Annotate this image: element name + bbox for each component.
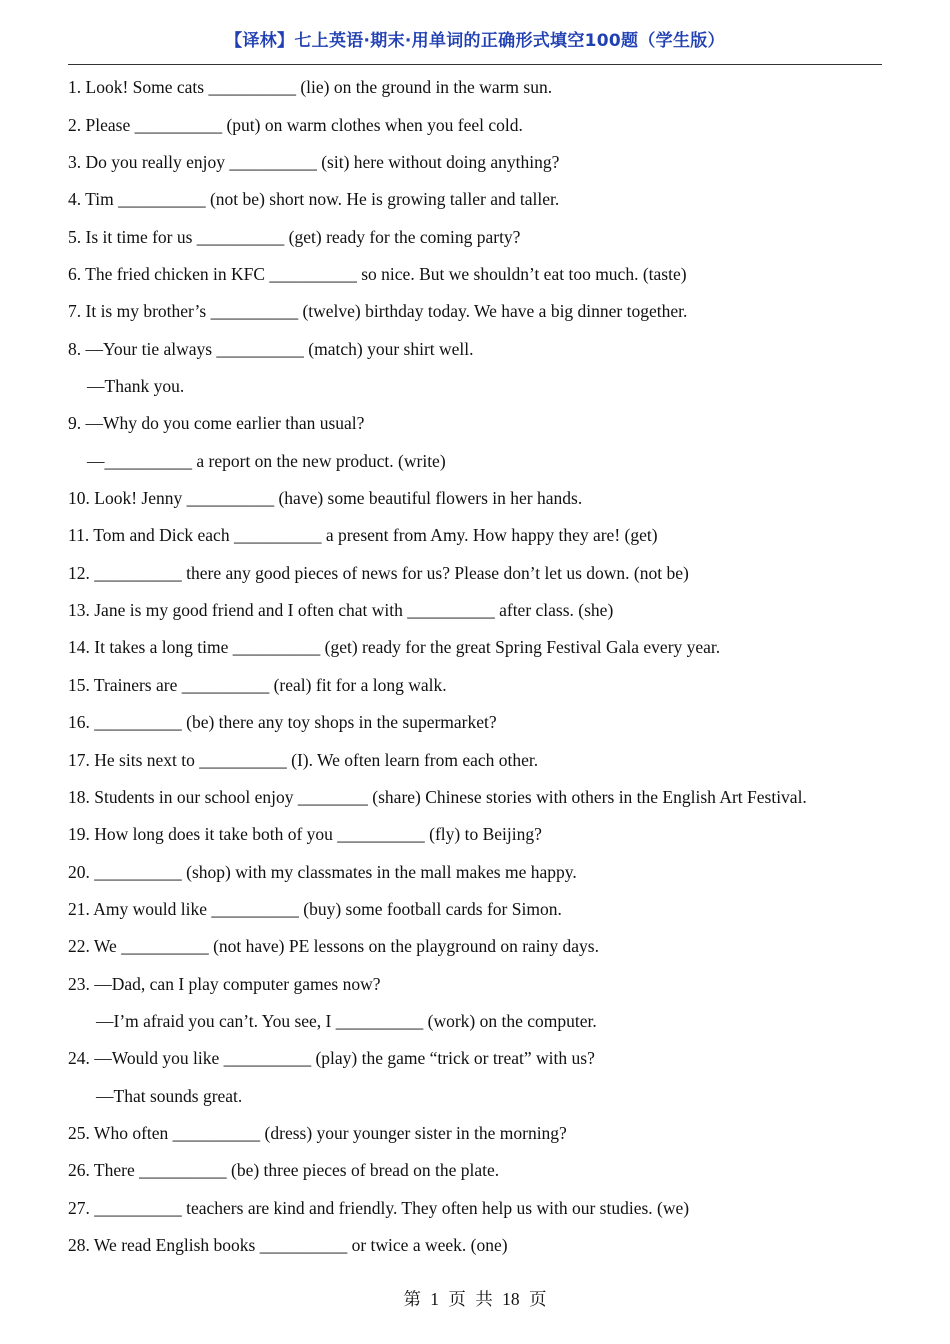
question-23: 23. —Dad, can I play computer games now? [68, 974, 381, 994]
question-12: 12. __________ there any good pieces of news for us? Please don’t let us down. (not be) [68, 563, 689, 583]
question-15: 15. Trainers are __________ (real) fit for a long walk. [68, 675, 447, 695]
question-4: 4. Tim __________ (not be) short now. He is growing taller and taller. [68, 189, 560, 209]
question-24: 24. —Would you like __________ (play) the game “trick or treat” with us? [68, 1048, 595, 1068]
question-20: 20. __________ (shop) with my classmates in the mall makes me happy. [68, 862, 577, 882]
question-16: 16. __________ (be) there any toy shops in the supermarket? [68, 712, 497, 732]
question-23-reply: —I’m afraid you can’t. You see, I __________ (work) on the computer. [96, 1011, 597, 1031]
question-9-reply: —__________ a report on the new product. (write) [87, 451, 446, 471]
question-1: 1. Look! Some cats __________ (lie) on the ground in the warm sun. [68, 77, 553, 97]
question-11: 11. Tom and Dick each __________ a present from Amy. How happy they are! (get) [68, 525, 658, 545]
question-17: 17. He sits next to __________ (I). We often learn from each other. [68, 750, 539, 770]
question-26: 26. There __________ (be) three pieces of bread on the plate. [68, 1160, 500, 1180]
question-24-reply: —That sounds great. [96, 1086, 243, 1106]
question-9: 9. —Why do you come earlier than usual? [68, 413, 365, 433]
question-27: 27. __________ teachers are kind and friendly. They often help us with our studies. (we) [68, 1198, 690, 1218]
question-8-reply: —Thank you. [87, 376, 185, 396]
page-number: 第 1 页 共 18 页 [403, 1289, 547, 1309]
page-title: 【译林】七上英语·期末·用单词的正确形式填空100题（学生版） [225, 31, 725, 51]
question-25: 25. Who often __________ (dress) your younger sister in the morning? [68, 1123, 567, 1143]
question-18: 18. Students in our school enjoy ________ (share) Chinese stories with others in the English Art Festival. [68, 787, 807, 807]
question-7: 7. It is my brother’s __________ (twelve) birthday today. We have a big dinner together. [68, 301, 688, 321]
question-22: 22. We __________ (not have) PE lessons on the playground on rainy days. [68, 936, 599, 956]
question-19: 19. How long does it take both of you __________ (fly) to Beijing? [68, 824, 542, 844]
question-10: 10. Look! Jenny __________ (have) some beautiful flowers in her hands. [68, 488, 583, 508]
question-14: 14. It takes a long time __________ (get) ready for the great Spring Festival Gala every year. [68, 637, 721, 657]
question-21: 21. Amy would like __________ (buy) some football cards for Simon. [68, 899, 562, 919]
question-3: 3. Do you really enjoy __________ (sit) here without doing anything? [68, 152, 560, 172]
question-5: 5. Is it time for us __________ (get) ready for the coming party? [68, 227, 521, 247]
question-13: 13. Jane is my good friend and I often chat with __________ after class. (she) [68, 600, 614, 620]
question-6: 6. The fried chicken in KFC __________ so nice. But we shouldn’t eat too much. (taste) [68, 264, 687, 284]
question-8: 8. —Your tie always __________ (match) your shirt well. [68, 339, 474, 359]
question-2: 2. Please __________ (put) on warm clothes when you feel cold. [68, 115, 523, 135]
question-28: 28. We read English books __________ or twice a week. (one) [68, 1235, 508, 1255]
header-divider [68, 64, 882, 65]
